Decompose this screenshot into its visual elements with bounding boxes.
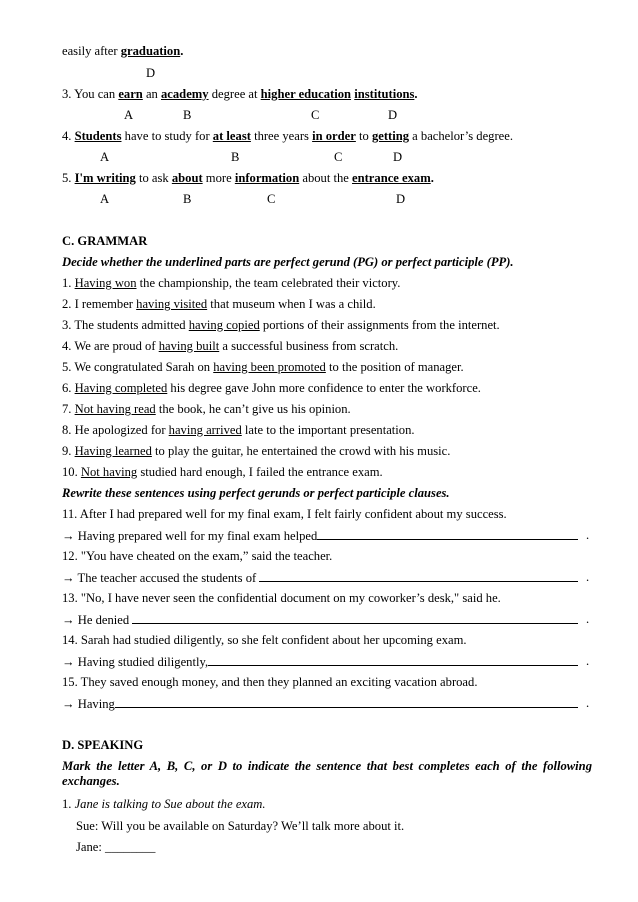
grammar-item-underlined: Not having (80, 465, 138, 479)
rewrite-answer-lead: → He denied (62, 613, 133, 627)
q3-letter-d: D (388, 108, 398, 122)
q5-letter-c: C (267, 192, 276, 206)
q3-option-a: earn (118, 87, 143, 101)
grammar-item-underlined: having visited (136, 297, 208, 311)
grammar-item-underlined: Having completed (74, 381, 168, 395)
answer-blank[interactable] (317, 528, 578, 540)
grammar-item-underlined: having built (158, 339, 220, 353)
rewrite-answer-line (62, 696, 578, 712)
q4-letter-d: D (393, 150, 403, 164)
q3-option-d: institutions (354, 87, 415, 101)
rewrite-answer-line (62, 528, 578, 544)
q3-option-b: academy (161, 87, 209, 101)
q4-letter-a: A (100, 150, 110, 164)
grammar-item (62, 360, 464, 375)
answer-blank[interactable] (115, 696, 578, 708)
grammar-item-text: portions of their assignments from the internet. (259, 318, 500, 332)
grammar-item-underlined: Not having read (74, 402, 156, 416)
q2-letter-d: D (146, 66, 156, 80)
q4-option-c: in order (312, 129, 356, 143)
grammar-item (62, 318, 500, 333)
grammar-item (62, 465, 383, 480)
q4-letter-b: B (231, 150, 240, 164)
grammar-item-text: 6. (62, 381, 75, 395)
section-c-instruction-2: Rewrite these sentences using perfect gerunds or perfect participle clauses. (62, 486, 450, 500)
q5-option-c: information (234, 171, 300, 185)
rewrite-answer-line (62, 612, 578, 628)
grammar-item (62, 276, 400, 291)
grammar-item-text: 4. We are proud of (62, 339, 159, 353)
rewrite-period: . (586, 654, 590, 668)
grammar-item-text: that museum when I was a child. (207, 297, 376, 311)
section-d-instruction: Mark the letter A, B, C, or D to indicate the sentence that best completes each of the following exchanges. (62, 759, 592, 788)
grammar-item (62, 423, 415, 438)
grammar-item-text: a successful business from scratch. (219, 339, 399, 353)
answer-blank[interactable] (132, 612, 578, 624)
rewrite-period: . (586, 528, 590, 542)
rewrite-question: 12. "You have cheated on the exam,” said the teacher. (62, 549, 333, 563)
q4-option-b: at least (212, 129, 251, 143)
grammar-item-text: to the position of manager. (325, 360, 464, 374)
q3-option-c: higher education (260, 87, 352, 101)
q5-letter-b: B (183, 192, 192, 206)
q5-option-d: entrance exam (352, 171, 431, 185)
speaking-jane-line: Jane: ________ (76, 840, 156, 854)
q5-letter-d: D (396, 192, 406, 206)
section-c-instruction-1: Decide whether the underlined parts are perfect gerund (PG) or perfect participle (PP). (62, 255, 514, 269)
grammar-item (62, 339, 398, 354)
q5-option-b: about (171, 171, 203, 185)
grammar-item-underlined: having arrived (168, 423, 242, 437)
grammar-item-underlined: having copied (188, 318, 260, 332)
speaking-q1-context: Jane is talking to Sue about the exam. (74, 797, 266, 811)
section-c-heading: C. GRAMMAR (62, 234, 148, 248)
section-d-heading: D. SPEAKING (62, 738, 144, 752)
grammar-item-text: 10. (62, 465, 81, 479)
grammar-item-text: to play the guitar, he entertained the crowd with his music. (151, 444, 451, 458)
grammar-item-text: 7. (62, 402, 75, 416)
rewrite-question: 15. They saved enough money, and then they planned an exciting vacation abroad. (62, 675, 478, 689)
grammar-item (62, 381, 481, 396)
q5-sentence: 5. I'm writing to ask about more information about the entrance exam. (62, 171, 434, 185)
q3-letter-a: A (124, 108, 134, 122)
rewrite-period: . (586, 570, 590, 584)
grammar-item-text: 8. He apologized for (62, 423, 169, 437)
grammar-item-underlined: having been promoted (213, 360, 326, 374)
rewrite-question: 13. "No, I have never seen the confidential document on my coworker’s desk," said he. (62, 591, 501, 605)
q5-option-a: I'm writing (74, 171, 136, 185)
speaking-q1: 1. Jane is talking to Sue about the exam. (62, 797, 266, 811)
rewrite-question: 11. After I had prepared well for my final exam, I felt fairly confident about my success. (62, 507, 507, 521)
grammar-item (62, 444, 450, 459)
rewrite-answer-lead: → Having studied diligently, (62, 655, 209, 669)
q5-letter-a: A (100, 192, 110, 206)
grammar-item-text: the championship, the team celebrated their victory. (136, 276, 401, 290)
rewrite-question: 14. Sarah had studied diligently, so she felt confident about her upcoming exam. (62, 633, 467, 647)
grammar-item-underlined: Having learned (74, 444, 152, 458)
rewrite-answer-line (62, 654, 578, 670)
q4-sentence: 4. Students have to study for at least three years in order to getting a bachelor’s degree. (62, 129, 513, 143)
q3-sentence: 3. You can earn an academy degree at higher education institutions. (62, 87, 418, 101)
grammar-item-text: 2. I remember (62, 297, 137, 311)
speaking-sue-line: Sue: Will you be available on Saturday? We’ll talk more about it. (76, 819, 405, 833)
rewrite-answer-lead: → Having (62, 697, 115, 711)
grammar-item-text: 9. (62, 444, 75, 458)
grammar-item-text: his degree gave John more confidence to enter the workforce. (167, 381, 481, 395)
rewrite-answer-lead: → Having prepared well for my final exam helped (62, 529, 318, 543)
rewrite-period: . (586, 612, 590, 626)
q4-option-d: getting (371, 129, 410, 143)
grammar-item-underlined: Having won (74, 276, 137, 290)
q4-option-a: Students (74, 129, 122, 143)
rewrite-period: . (586, 696, 590, 710)
q3-letter-b: B (183, 108, 192, 122)
rewrite-answer-line (62, 570, 578, 586)
answer-blank[interactable] (208, 654, 578, 666)
answer-blank[interactable] (259, 570, 578, 582)
rewrite-answer-lead: → The teacher accused the students of (62, 571, 260, 585)
grammar-item-text: 1. (62, 276, 75, 290)
q2-tail: easily after graduation. (62, 44, 184, 58)
grammar-item-text: late to the important presentation. (241, 423, 415, 437)
grammar-item (62, 297, 376, 312)
q3-letter-c: C (311, 108, 320, 122)
grammar-item-text: 3. The students admitted (62, 318, 189, 332)
grammar-item-text: the book, he can’t give us his opinion. (155, 402, 351, 416)
q4-letter-c: C (334, 150, 343, 164)
grammar-item (62, 402, 351, 417)
q2-underlined-d: graduation (120, 44, 181, 58)
grammar-item-text: studied hard enough, I failed the entrance exam. (137, 465, 383, 479)
grammar-item-text: 5. We congratulated Sarah on (62, 360, 214, 374)
